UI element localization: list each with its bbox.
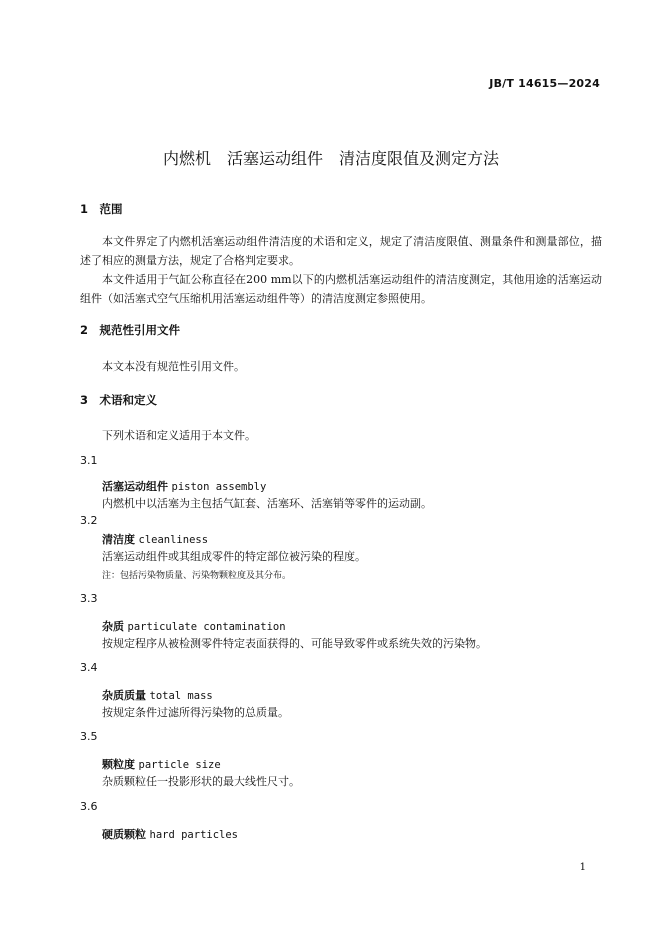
scope-paragraph-1: 本文件界定了内燃机活塞运动组件清洁度的术语和定义，规定了清洁度限值、测量条件和测量部位，描述了相应的测量方法，规定了合格判定要求。 (80, 235, 602, 267)
scope-paragraph-2: 本文件适用于气缸公称直径在200 mm以下的内燃机活塞运动组件的清洁度测定，其他用途的活塞运动组件（如活塞式空气压缩机用活塞运动组件等）的清洁度测定参照使用。 (80, 273, 602, 305)
term-number: 3.2 (80, 514, 98, 527)
term-number: 3.5 (80, 730, 98, 743)
term-number: 3.6 (80, 800, 98, 813)
terms-intro-text: 下列术语和定义适用于本文件。 (102, 429, 256, 442)
term-definition: 杂质颗粒任一投影形状的最大线性尺寸。 (102, 775, 300, 788)
term-title (102, 687, 213, 703)
standard-code: JB/T 14615—2024 (489, 77, 600, 90)
section-heading-normative-references: 2 规范性引用文件 (80, 323, 181, 337)
section-heading-terms: 3 术语和定义 (80, 393, 158, 407)
term-zh: 杂质质量 (102, 689, 146, 702)
term-title (102, 531, 208, 547)
term-definition: 内燃机中以活塞为主包括气缸套、活塞环、活塞销等零件的运动副。 (102, 497, 432, 510)
term-en: total mass (149, 690, 213, 702)
term-number: 3.4 (80, 661, 98, 674)
term-zh: 杂质 (102, 620, 124, 633)
term-note: 注：包括污染物质量、污染物颗粒度及其分布。 (102, 571, 292, 581)
term-definition: 按规定程序从被检测零件特定表面获得的、可能导致零件或系统失效的污染物。 (102, 637, 487, 650)
term-number: 3.1 (80, 454, 98, 467)
term-zh: 活塞运动组件 (102, 480, 168, 493)
term-title (102, 826, 238, 842)
section-heading-scope: 1 范围 (80, 202, 123, 216)
document-title: 内燃机 活塞运动组件 清洁度限值及测定方法 (162, 149, 499, 168)
page-number: 1 (579, 862, 586, 873)
term-en: piston assembly (171, 481, 267, 493)
term-number: 3.3 (80, 592, 98, 605)
term-definition: 按规定条件过滤所得污染物的总质量。 (102, 706, 289, 719)
term-en: hard particles (149, 829, 239, 841)
term-en: particulate contamination (127, 621, 286, 633)
term-title (102, 618, 286, 634)
term-zh: 清洁度 (102, 533, 135, 546)
term-zh: 硬质颗粒 (102, 828, 146, 841)
term-title (102, 756, 221, 772)
term-title (102, 478, 266, 494)
term-en: cleanliness (138, 534, 209, 546)
term-zh: 颗粒度 (102, 758, 135, 771)
term-en: particle size (138, 759, 221, 771)
normative-references-text: 本文本没有规范性引用文件。 (102, 360, 245, 373)
term-definition: 活塞运动组件或其组成零件的特定部位被污染的程度。 (102, 550, 366, 563)
